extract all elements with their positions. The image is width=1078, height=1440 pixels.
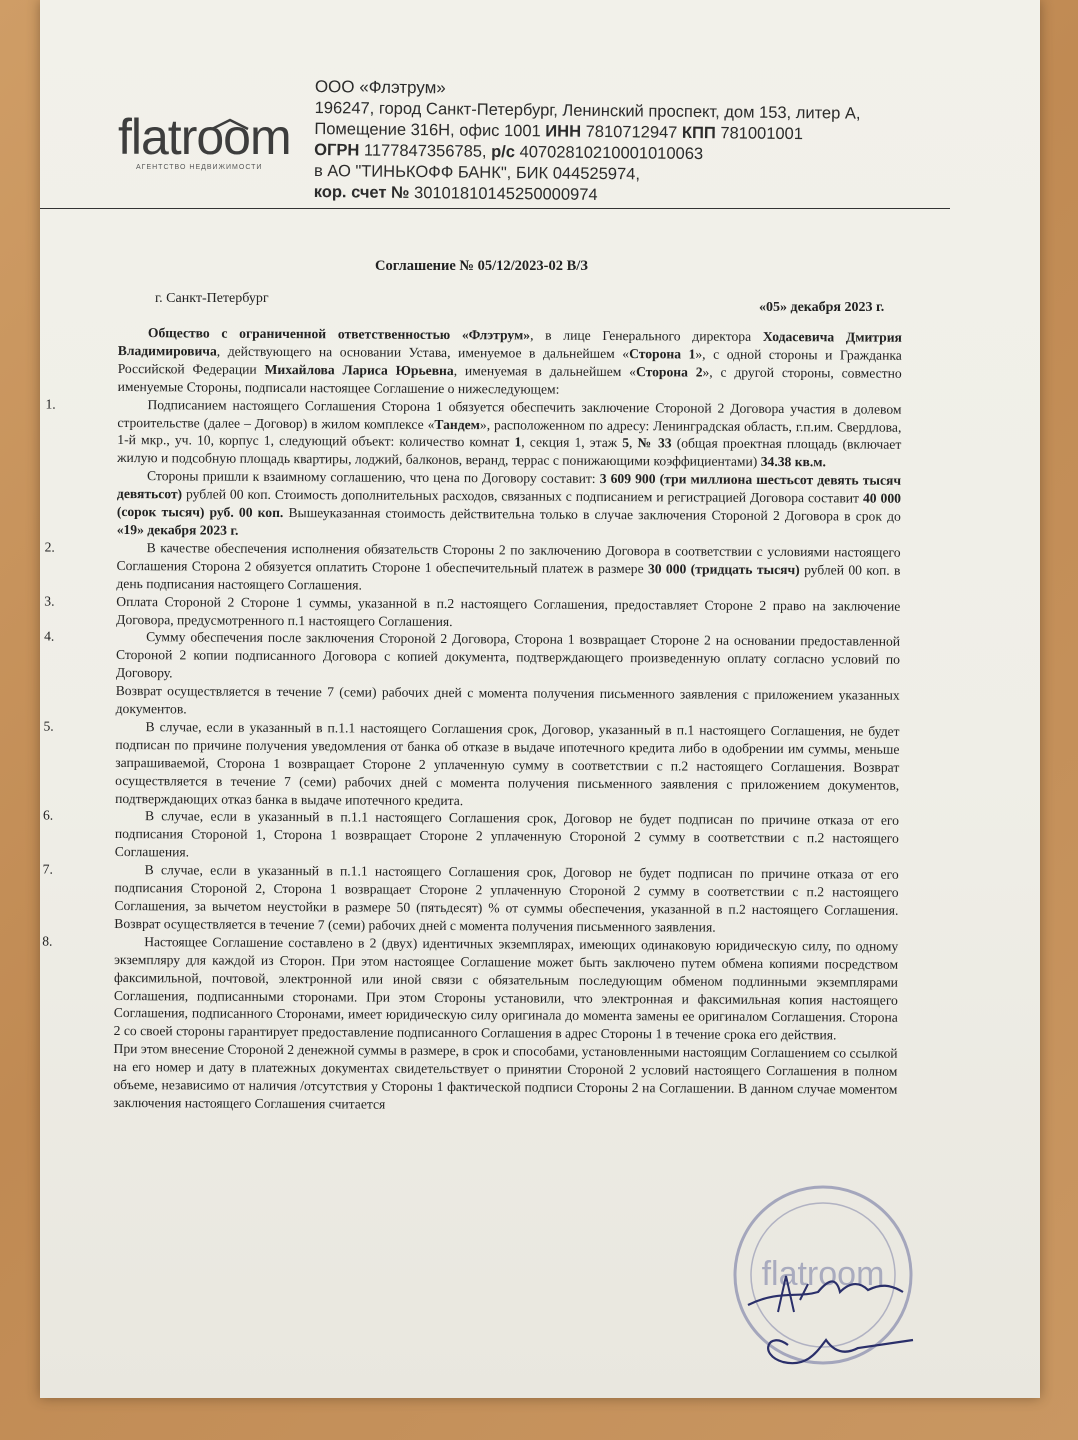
document-page	[40, 0, 1040, 1398]
agreement-title: Соглашение № 05/12/2023-02 В/З	[375, 258, 588, 274]
clause-number: 5.	[43, 718, 54, 734]
clause-number: 2.	[44, 539, 55, 555]
company-name: ООО «Флэтрум»	[314, 76, 446, 98]
agreement-text	[42, 324, 902, 1117]
clause-8	[42, 933, 899, 1117]
agreement-body	[40, 0, 1040, 1398]
logo-tagline: АГЕНТСТВО НЕДВИЖИМОСТИ	[136, 164, 263, 171]
clause-number: 1.	[45, 396, 56, 412]
clause-4	[44, 628, 901, 722]
clause-text: В случае, если в указанный в п.1.1 настоящего Соглашения срок, Договор, указанный в п.1 настоящего Соглашения, не будет подписан по причине получения уведомления от банка об отказе в выдаче ипотечного кредита либо в одобрении им суммы, меньше запрашиваемой, Сторона 1 возвращает Стороне 2 уплаченную сумму в соответствии с п.2 настоящего Соглашения. Возврат осуществляется в течение 7 (семи) рабочих дней с момента получения письменного заявления с приложением документов, подтверждающих отказ банка в выдаче ипотечного кредита.	[115, 719, 900, 808]
company-room-inn-kpp: Помещение 316Н, офис 1001 ИНН 7810712947 КПП 781001001	[314, 119, 804, 144]
clause-number: 3.	[44, 593, 55, 609]
agreement-date: «05» декабря 2023 г.	[759, 300, 885, 315]
clause-number: 8.	[42, 933, 53, 949]
clause-text: В случае, если в указанный в п.1.1 настоящего Соглашения срок, Договор не будет подписан по причине отказа от его подписания Стороной 1, Сторона 1 возвращает Стороне 2 уплаченную Стороной 2 сумму в соответствии с п.2 настоящего Соглашения.	[114, 808, 900, 860]
company-corr-account: кор. счет № 30101810145250000974	[313, 182, 598, 204]
intro-paragraph: Общество с ограниченной ответственностью «Флэтрум», в лице Генерального директора Ходасевича Дмитрия Владимировича, действующего на основании Устава, именуемое в дальнейшем «Сторона 1», с одной стороны и Гражданка Российской Федерации Михайлова Лариса Юрьевна, именуемая в дальнейшем «Сторона 2», с другой стороны, совместно именуемые Стороны, подписали настоящее Соглашение о нижеследующем:	[117, 325, 902, 397]
clause-number: 6.	[42, 808, 54, 824]
clause-1	[45, 396, 902, 544]
clause-2	[44, 539, 901, 598]
stamp-logo-text: flatroom	[761, 1255, 885, 1293]
clause-text: В качестве обеспечения исполнения обязательств Стороны 2 по заключению Договора в соответствии с условиями настоящего Соглашения Сторона 2 обязуется оплатить Стороне 1 обеспечительный платеж в размере 30 000 (тридцать тысяч) рублей 00 коп. в день подписания настоящего Соглашения.	[116, 540, 901, 593]
clause-number: 7.	[42, 861, 53, 877]
clause-text: Подписанием настоящего Соглашения Сторона 1 обязуется обеспечить заключение Стороной 2 Договора участия в долевом строительстве (далее – Договор) в жилом комплексе «Тандем», расположенном по адресу: Ленинградская область, г.п.им. Свердлова, 1-й мкр., уч. 10, корпус 1, следующий объект: количество комнат 1, секция 1, этаж 5, № 33 (общая проектная площадь (включает жилую и подсобную площадь квартиры, лоджий, балконов, веранд, террас с понижающими коэффициентами) 34.38 кв.м.	[117, 396, 902, 470]
clause-5	[43, 718, 900, 812]
clause-text: Возврат осуществляется в течение 7 (семи) рабочих дней с момента получения письменного заявления с приложением указанных документов.	[115, 683, 900, 717]
clause-text: Стороны пришли к взаимному соглашению, что цена по Договору составит: 3 609 900 (три миллиона шестьсот девять тысяч девятьсот) рублей 00 коп. Стоимость дополнительных расходов, связанных с подписанием и регистрацией Договора составит 40 000 (сорок тысяч) руб. 00 коп. Вышеуказанная стоимость действительна только в случае заключения Стороной 2 Договора в срок до «19» декабря 2023 г.	[116, 468, 902, 538]
company-ogrn-account: ОГРН 1177847356785, р/с 40702810210001010063	[314, 140, 704, 164]
clause-number: 4.	[44, 628, 55, 645]
clause-3	[44, 593, 901, 634]
clause-text: При этом внесение Стороной 2 денежной суммы в размере, в срок и способами, установленными настоящим Соглашением со ссылкой на его номер и дату в платежных документах свидетельствует о принятии Стороной 2 условий настоящего Соглашения в полном объеме, независимо от наличия /отсутствия у Стороны 1 фактической подписи Стороны 2 на Соглашении. В данном случае моментом заключения настоящего Соглашения считается	[113, 1041, 898, 1112]
company-bank: в АО "ТИНЬКОФФ БАНК", БИК 044525974,	[313, 161, 641, 184]
clause-text: В случае, если в указанный в п.1.1 настоящего Соглашения срок, Договор не будет подписан по причине отказа от его подписания Стороной 2, Сторона 1 возвращает Стороне 2 уплаченную Стороной 2 сумму в соответствии с п.2 настоящего Соглашения, за вычетом неустойки в размере 50 (пятьдесят) % от суммы обеспечения, указанной в п.2 настоящего Соглашения. Возврат осуществляется в течение 7 (семи) рабочих дней с момента получения письменного заявления.	[114, 862, 899, 935]
clause-7	[42, 861, 899, 937]
logo-wordmark: flatroom	[118, 109, 291, 165]
clause-text: Сумму обеспечения после заключения Стороной 2 Договора, Сторона 1 возвращает Стороне 2 на основании предоставленной Стороной 2 копии подписанного Договора с копией документа, подтверждающего произведенную оплату согласно условий по Договору.	[115, 629, 901, 681]
company-stamp-and-signatures	[708, 1180, 928, 1398]
agreement-city: г. Санкт-Петербург	[155, 291, 269, 306]
clause-text: Оплата Стороной 2 Стороне 1 суммы, указанной в п.2 настоящего Соглашения, предоставляет Стороне 2 право на заключение Договора, предусмотренного п.1 настоящего Соглашения.	[116, 593, 901, 629]
clause-text: Настоящее Соглашение составлено в 2 (двух) идентичных экземплярах, имеющих одинаковую юридическую силу, по одному экземпляру для каждой из Сторон. При этом настоящее Соглашение может быть заключено путем обмена копиями посредством факсимильной, почтовой, электронной или иной связи с обязательным последующим обменом подлинными экземплярами Соглашения, подписанными сторонами. При этом Стороны установили, что электронная и факсимильная копия настоящего Соглашения, подписанного Сторонами, имеет юридическую силу оригинала до момента замены ее оригиналом Соглашения. Сторона 2 со своей стороны гарантирует предоставление подписанного Соглашения в адрес Стороны 1 в течение срока его действия.	[113, 933, 899, 1043]
company-address: 196247, город Санкт-Петербург, Ленинский проспект, дом 153, литер А,	[314, 98, 861, 123]
clause-6	[42, 807, 900, 866]
